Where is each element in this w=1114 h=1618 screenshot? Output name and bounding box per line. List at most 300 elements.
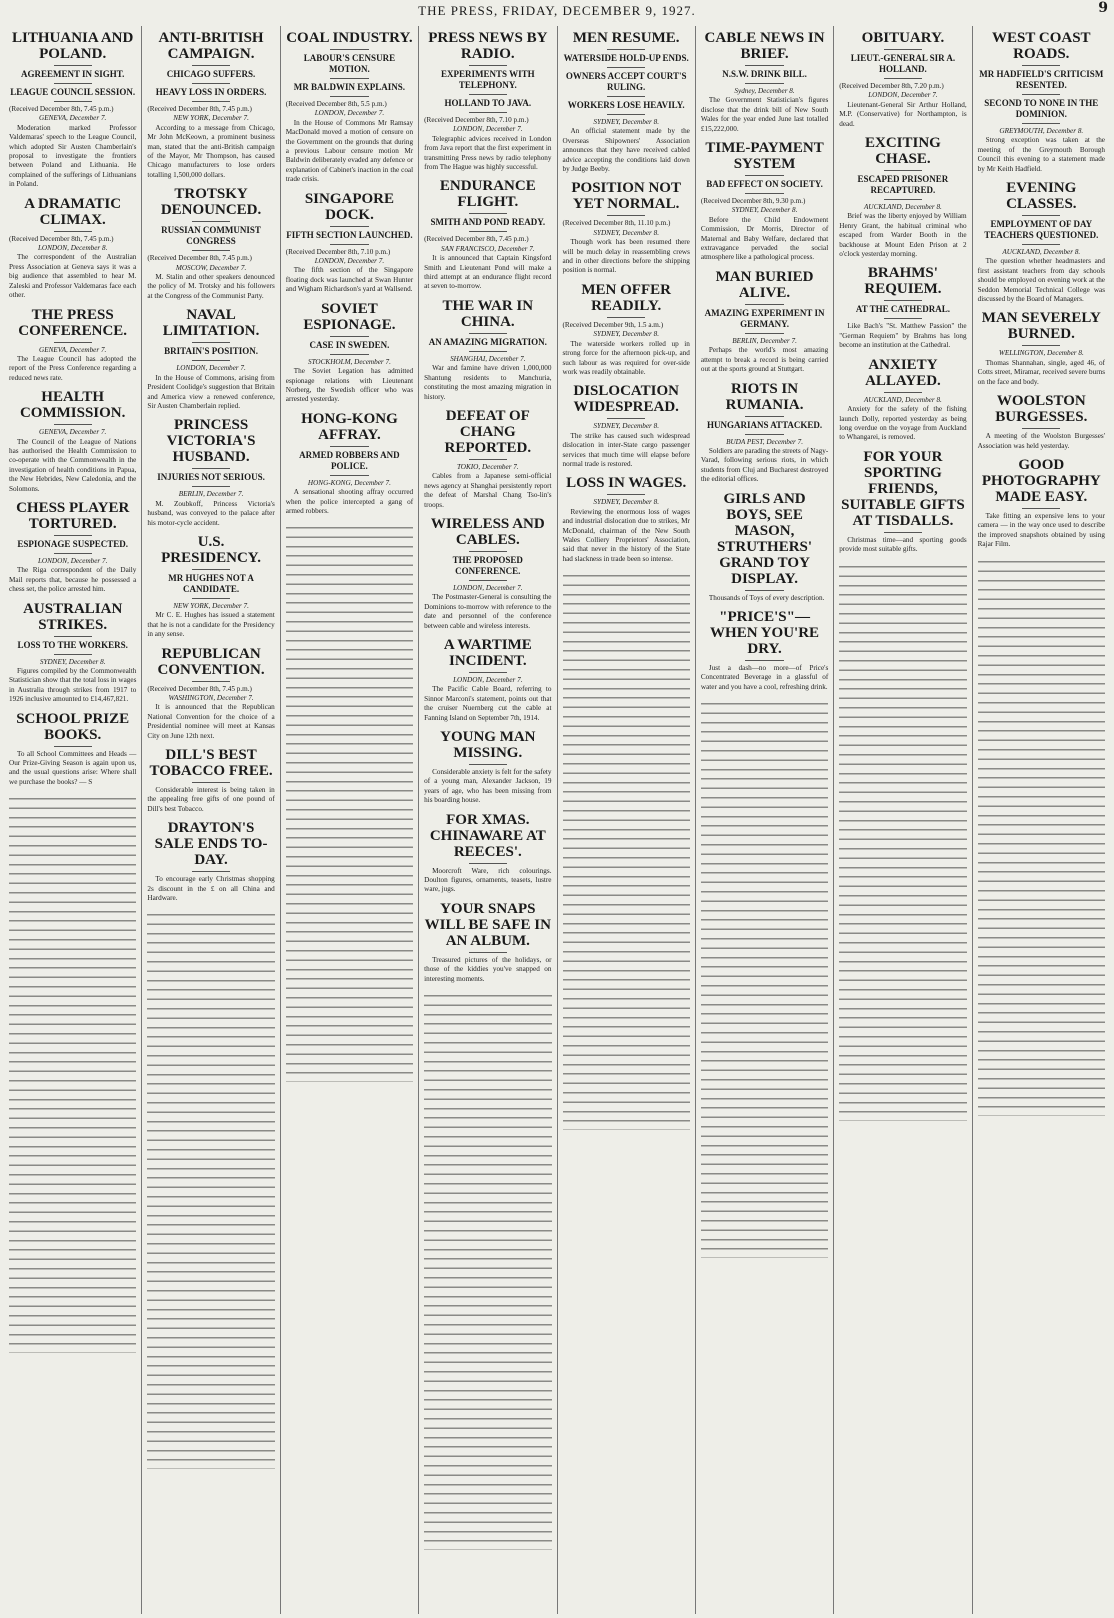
article-body: The correspondent of the Australian Press Association at Geneva says it was a big audience that assembled to hear M. Zaleski and Professor Valdemaras face each other. [9, 253, 137, 300]
divider-rule [330, 244, 368, 245]
headline: EXCITING CHASE. [865, 135, 941, 168]
divider-rule [192, 569, 230, 570]
divider-rule [1022, 345, 1060, 346]
article [147, 186, 274, 301]
article-body: To encourage early Christmas shopping 2s discount in the £ on all China and Hardware. [147, 875, 275, 903]
subheadline: FIFTH SECTION LAUNCHED. [286, 229, 413, 240]
received-line: (Received December 8th, 7.45 p.m.) [147, 254, 252, 263]
article-body: In the House of Commons Mr Ramsay MacDonald moved a motion of censure on the Government on the grounds that during a previous Labour censure motion Mr Baldwin deliberately evaded any defence or explanation of Cabinet's inaction in the coal trade crisis. [285, 118, 414, 184]
subheadline: RUSSIAN COMMUNIST CONGRESS [161, 225, 261, 247]
headline: OBITUARY. [861, 30, 945, 46]
divider-rule [607, 67, 645, 68]
article [9, 30, 136, 190]
subheadline: N.S.W. DRINK BILL. [722, 69, 807, 79]
subheadline: LABOUR'S CENSURE MOTION. [303, 53, 396, 74]
article [701, 609, 828, 692]
subheadline: ARMED ROBBERS AND POLICE. [299, 449, 400, 471]
headline: DEFEAT OF CHANG REPORTED. [444, 407, 532, 456]
dateline: SYDNEY, December 8. [593, 118, 659, 126]
received-line: (Received December 8th, 7.45 p.m.) [9, 105, 114, 113]
divider-rule [884, 532, 922, 533]
subheadline: AT THE CATHEDRAL. [855, 304, 950, 315]
article-body: The strike has caused such widespread dislocation in inter-State cargo passenger services that much time will elapse before normal trade is restored. [562, 431, 690, 468]
headline: POSITION NOT YET NORMAL. [571, 180, 681, 213]
divider-rule [745, 175, 783, 176]
divider-rule [192, 221, 230, 222]
article-body: Thousands of Toys of every description. [708, 593, 825, 602]
article [839, 449, 966, 555]
divider-rule [330, 354, 368, 355]
divider-rule [192, 871, 230, 872]
dateline: AUCKLAND, December 8. [864, 203, 942, 212]
headline: RIOTS IN RUMANIA. [725, 380, 804, 413]
divider-rule [330, 96, 368, 97]
article-body: Thomas Shannahan, single, aged 46, of Cotts street, Miramar, received severe burns on the face and body. [977, 358, 1105, 386]
divider-rule [469, 231, 507, 232]
dateline: STOCKHOLM, December 7. [307, 357, 391, 366]
article-body: The Council of the League of Nations has authorised the Health Commission to co-operate with the Commonwealth in the investigation of health conditions in Papua, the New Hebrides, New Caledonia, and the Solomons. [9, 437, 137, 493]
received-line: (Received December 8th, 7.20 p.m.) [839, 82, 944, 90]
headline: HONG-KONG AFFRAY. [301, 410, 398, 443]
dateline: LONDON, December 7. [37, 556, 108, 565]
headline: NAVAL LIMITATION. [162, 307, 260, 340]
divider-rule [884, 78, 922, 79]
received-line: (Received December 8th, 9.30 p.m.) [700, 197, 806, 206]
article-body: The fifth section of the Singapore floating dock was launched at Swan Hunter and Wigham Richardson's yard at Wallsend. [285, 266, 414, 294]
article [286, 411, 413, 517]
subheadline: ESPIONAGE SUSPECTED. [17, 538, 128, 549]
headline: ANXIETY ALLAYED. [865, 356, 941, 389]
page-number: 9 [1098, 0, 1108, 16]
headline: DISLOCATION WIDESPREAD. [573, 383, 679, 416]
article-body: War and famine have driven 1,000,000 Shantung residents to Manchuria, constituting the most amazing migration in history. [424, 364, 552, 401]
article [9, 500, 136, 595]
article-body: It is announced that Captain Kingsford Smith and Lieutenant Pond will make a third attempt at an endurance flight record at seven to-morrow. [424, 254, 552, 291]
divider-rule [54, 424, 92, 425]
article [563, 475, 690, 564]
column-text-continuation [9, 793, 136, 1353]
headline: DILL'S BEST TOBACCO FREE. [149, 747, 273, 779]
article [424, 408, 551, 510]
divider-rule [1022, 244, 1060, 245]
dateline: SYDNEY, December 8. [593, 228, 659, 237]
divider-rule [607, 49, 645, 50]
received-line: (Received December 8th, 7.10 p.m.) [285, 247, 391, 256]
dateline: LONDON, December 7. [453, 583, 523, 592]
headline: BRAHMS' REQUIEM. [864, 265, 942, 298]
article [701, 140, 828, 263]
divider-rule [884, 170, 922, 171]
divider-rule [192, 83, 230, 84]
article-body: The Pacific Cable Board, referring to Sinnor Marconi's statement, points out that the cruiser Nuernberg cut the cable at Fanning Island on September 7th, 1914. [424, 685, 552, 722]
article [839, 30, 966, 129]
article [9, 601, 136, 705]
divider-rule [54, 535, 92, 536]
received-line: (Received December 8th, 11.10 p.m.) [562, 219, 671, 228]
dateline: BERLIN, December 7. [732, 336, 797, 345]
dateline: NEW YORK, December 7. [173, 601, 249, 610]
divider-rule [330, 78, 368, 79]
divider-rule [745, 304, 783, 305]
dateline: SYDNEY, December 8. [593, 422, 659, 431]
dateline: GREYMOUTH, December 8. [999, 127, 1084, 135]
divider-rule [1022, 65, 1060, 66]
divider-rule [745, 333, 783, 334]
column [972, 26, 1110, 1614]
article-body: The Postmaster-General is consulting the Dominions to-morrow with reference to the date and personnel of the conference between cable and wireless interests. [424, 593, 552, 630]
received-line: (Received December 8th, 7.45 p.m.) [147, 684, 252, 693]
article [9, 307, 136, 384]
column-text-continuation [424, 990, 551, 1550]
dateline: LONDON, December 8. [37, 244, 108, 253]
headline: A DRAMATIC CLIMAX. [24, 195, 122, 228]
article-body: In the House of Commons, arising from President Coolidge's suggestion that Britain and America view a renewed conference, Sir Austen Chamberlain replied. [147, 373, 275, 410]
article [286, 191, 413, 295]
article-body: The Government Statistician's figures disclose that the drink bill of New South Wales for the year ended June last totalled £15,222,000. [700, 96, 829, 133]
divider-rule [469, 459, 507, 460]
subheadline: SECOND TO NONE IN THE DOMINION. [984, 98, 1099, 119]
article [424, 178, 551, 291]
divider-rule [330, 446, 368, 447]
divider-rule [469, 580, 507, 581]
article-body: Treasured pictures of the holidays, or those of the kiddies you've snapped on interesting moments. [424, 955, 552, 983]
headline: A WARTIME INCIDENT. [443, 636, 532, 669]
subheadline: OWNERS ACCEPT COURT'S RULING. [565, 71, 687, 92]
received-line: (Received December 8th, 7.45 p.m.) [424, 235, 529, 244]
divider-rule [607, 114, 645, 115]
headline: LOSS IN WAGES. [566, 475, 687, 492]
column-text-continuation [147, 909, 274, 1469]
headline: SINGAPORE DOCK. [304, 190, 395, 223]
article [286, 301, 413, 405]
article-body: Though work has been resumed there will be much delay in reassembling crews and in other directions before the shipping position is normal. [562, 238, 690, 275]
article-body: Considerable interest is being taken in the appealing free gifts of one pound of Dill's best Tobacco. [147, 786, 275, 813]
headline: ANTI-BRITISH CAMPAIGN. [158, 30, 264, 62]
article [147, 820, 274, 903]
article [424, 30, 551, 172]
article [147, 747, 274, 814]
divider-rule [1022, 428, 1060, 429]
subheadline: HOLLAND TO JAVA. [444, 98, 532, 108]
subheadline: SMITH AND POND READY. [430, 217, 546, 228]
divider-rule [54, 746, 92, 747]
dateline: NEW YORK, December 7. [173, 114, 249, 123]
received-line: (Received December 8th, 7.45 p.m.) [9, 234, 114, 243]
subheadline: EMPLOYMENT OF DAY TEACHERS QUESTIONED. [984, 219, 1099, 241]
column [557, 26, 695, 1614]
divider-rule [469, 94, 507, 95]
dateline: AUCKLAND, December 8. [1002, 248, 1081, 257]
dateline: AUCKLAND, December 8. [864, 395, 942, 404]
divider-rule [745, 434, 783, 435]
article-body: The waterside workers rolled up in strong force for the afternoon pick-up, and such labour as was required for over-side work was readily obtainable. [562, 339, 690, 376]
divider-rule [469, 952, 507, 953]
article-body: Lieutenant-General Sir Arthur Holland, M.P. (Conservative) for Northampton, is dead. [839, 100, 967, 128]
dateline: BERLIN, December 7. [178, 490, 244, 499]
headline: MAN BURIED ALIVE. [715, 268, 814, 301]
article [147, 534, 274, 640]
article-body: The League Council has adopted the report of the Press Conference regarding a reduced news rate. [9, 354, 137, 382]
subheadline: ESCAPED PRISONER RECAPTURED. [857, 174, 949, 196]
article [424, 901, 551, 984]
article-body: Reviewing the enormous loss of wages and industrial dislocation due to strikes, Mr McDonald, chairman of the New South Wales Colliery Proprietors' Association, said that never in the history of the State had slackness in trade been so intense. [562, 507, 690, 563]
subheadline: WATERSIDE HOLD-UP ENDS. [563, 53, 689, 63]
article [978, 180, 1105, 304]
column [141, 26, 279, 1614]
dateline: LONDON, December 7. [868, 91, 938, 100]
divider-rule [192, 65, 230, 66]
article [563, 282, 690, 377]
divider-rule [192, 681, 230, 682]
divider-rule [469, 863, 507, 864]
received-line: (Received December 8th, 7.45 p.m.) [147, 105, 252, 113]
divider-rule [54, 654, 92, 655]
dateline: SYDNEY, December 8. [593, 498, 659, 507]
divider-rule [1022, 215, 1060, 216]
subheadline: CHICAGO SUFFERS. [166, 69, 256, 79]
article-body: To all School Committees and Heads — Our Prize-Giving Season is again upon us, and the usual questions arise: Where shall we purchase the books? — S [9, 749, 137, 786]
article [424, 729, 551, 806]
divider-rule [469, 551, 507, 552]
headline: MAN SEVERELY BURNED. [981, 310, 1101, 343]
headline: COAL INDUSTRY. [286, 30, 413, 46]
subheadline: INJURIES NOT SERIOUS. [157, 472, 265, 483]
headline: AUSTRALIAN STRIKES. [23, 600, 123, 633]
headline: U.S. PRESIDENCY. [161, 533, 261, 566]
received-line: (Received December 9th, 1.5 a.m.) [562, 320, 664, 329]
article-body: A sensational shooting affray occurred when the police intercepted a gang of armed robbers. [285, 488, 414, 515]
subheadline: MR HADFIELD'S CRITICISM RESENTED. [979, 69, 1104, 90]
article-body: Considerable anxiety is felt for the safety of a young man, Alexander Jackson, 19 years of age, who has been missing from his boarding house. [424, 768, 552, 805]
divider-rule [469, 213, 507, 214]
dateline: LONDON, December 7. [314, 109, 385, 118]
headline: FOR XMAS. CHINAWARE AT REECES'. [429, 811, 546, 860]
article [424, 298, 551, 402]
article-body: Figures compiled by the Commonwealth Statistician show that the total loss in wages in Australia through strikes from 1917 to 1926 inclusive amounted to £14,467,821. [9, 667, 137, 704]
divider-rule [330, 475, 368, 476]
subheadline: BRITAIN'S POSITION. [164, 346, 258, 357]
article [9, 196, 136, 301]
article-body: Moderation marked Professor Valdemaras' speech to the League Council, which adopted Sir Austen Chamberlain's proposal to investigate the frontiers between Poland and Lithuania. He complained of the sufferings of Lithuanians in Poland. [9, 123, 137, 189]
divider-rule [745, 660, 783, 661]
article [9, 389, 136, 494]
dateline: SYDNEY, December 8. [731, 206, 798, 215]
headline: MEN RESUME. [572, 30, 680, 46]
column-text-continuation [563, 570, 690, 1130]
article-body: M. Zoubkoff, Princess Victoria's husband, was conveyed to the palace after his motor-cycle accident. [147, 499, 275, 527]
subheadline: CASE IN SWEDEN. [309, 339, 390, 350]
dateline: BUDA PEST, December 7. [726, 437, 804, 446]
divider-rule [745, 65, 783, 66]
article-body: Mr C. E. Hughes has issued a statement that he is not a candidate for the Presidency in any sense. [147, 611, 275, 639]
subheadline: MR BALDWIN EXPLAINS. [293, 82, 406, 92]
article-body: An official statement made by the Overseas Shipowners' Association announces that they have received cabled advice accepting the conditions laid down by Judge Beeby. [562, 127, 690, 174]
headline: ENDURANCE FLIGHT. [439, 178, 536, 211]
column [4, 26, 141, 1614]
headline: WOOLSTON BURGESSES. [995, 393, 1088, 426]
article [563, 180, 690, 275]
article-body: According to a message from Chicago, Mr John McKeown, a prominent business man, stated that the anti-British campaign of the Mayor, Mr Thompson, has caused Chicago manufacturers to lose orders totalling 1,500,000 dollars. [147, 123, 275, 179]
headline: YOUR SNAPS WILL BE SAFE IN AN ALBUM. [424, 900, 551, 949]
divider-rule [469, 351, 507, 352]
article [424, 516, 551, 631]
dateline: LONDON, December 7. [453, 675, 523, 684]
article [424, 637, 551, 723]
article [839, 135, 966, 259]
divider-rule [54, 231, 92, 232]
column [695, 26, 833, 1614]
subheadline: AGREEMENT IN SIGHT. [20, 69, 125, 79]
article-body: Take fitting an expensive lens to your camera — in the way once used to describe the improved snapshots obtained by using Rajar Film. [977, 511, 1105, 549]
headline: PRESS NEWS BY RADIO. [428, 30, 548, 62]
divider-rule [192, 101, 230, 102]
headline: EVENING CLASSES. [1006, 180, 1077, 213]
dateline: MOSCOW, December 7. [175, 263, 247, 272]
dateline: SYDNEY, December 8. [39, 657, 106, 666]
divider-rule [192, 468, 230, 469]
article [978, 30, 1105, 174]
column-text-continuation [839, 561, 966, 1121]
divider-rule [884, 318, 922, 319]
divider-rule [745, 193, 783, 194]
article-body: Moorcroft Ware, rich colourings. Doulton figures, ornaments, teasets, lustre ware, jugs. [424, 866, 552, 894]
column [418, 26, 556, 1614]
received-line: (Received December 8th, 5.5 p.m.) [285, 100, 387, 108]
headline: SCHOOL PRIZE BOOKS. [16, 710, 130, 743]
article-body: Like Bach's "St. Matthew Passion" the "German Requiem" by Brahms has long become an institution at the Cathedral. [839, 322, 967, 350]
article [839, 265, 966, 350]
received-line: (Received December 8th, 7.10 p.m.) [424, 116, 529, 124]
divider-rule [884, 300, 922, 301]
subheadline: BAD EFFECT ON SOCIETY. [706, 179, 823, 190]
article-body: Anxiety for the safety of the fishing launch Dolly, reported yesterday as being long overdue on the voyage from Auckland to Whangarei, is removed. [839, 405, 967, 442]
dateline: LONDON, December 7. [453, 125, 523, 134]
article [147, 307, 274, 411]
article-body: It is announced that the Republican National Convention for the choice of a Presidential nominee will meet at Kansas City on June 12th next. [147, 703, 275, 740]
subheadline: LEAGUE COUNCIL SESSION. [10, 87, 136, 97]
headline: YOUNG MAN MISSING. [440, 729, 536, 761]
dateline: GENEVA, December 7. [39, 428, 107, 437]
subheadline: EXPERIMENTS WITH TELEPHONY. [441, 69, 535, 90]
article-body: Before the Child Endowment Commission, Dr Morris, Director of Maternal and Baby Welfare, declared that extravagance pervaded the social atmosphere like a pathological process. [700, 215, 829, 262]
divider-rule [469, 764, 507, 765]
divider-rule [54, 101, 92, 102]
subheadline: WORKERS LOSE HEAVILY. [567, 100, 685, 110]
dateline: WELLINGTON, December 8. [998, 349, 1084, 358]
column-text-continuation [978, 556, 1105, 1116]
article [563, 383, 690, 469]
subheadline: MR HUGHES NOT A CANDIDATE. [168, 572, 254, 594]
article [701, 491, 828, 603]
divider-rule [469, 333, 507, 334]
article [424, 812, 551, 895]
article-body: Telegraphic advices received in London from Java report that the first experiment in transmitting Press news by radio telephony from The Hague was highly successful. [424, 134, 552, 172]
dateline: WASHINGTON, December 7. [168, 693, 254, 702]
article [286, 30, 413, 185]
article [563, 30, 690, 174]
subheadline: LOSS TO THE WORKERS. [17, 639, 128, 650]
headline: HEALTH COMMISSION. [19, 389, 126, 422]
divider-rule [1022, 123, 1060, 124]
divider-rule [330, 226, 368, 227]
divider-rule [192, 360, 230, 361]
masthead: THE PRESS, FRIDAY, DECEMBER 9, 1927. [418, 3, 696, 18]
headline: PRINCESS VICTORIA'S HUSBAND. [166, 417, 256, 466]
headline: LITHUANIA AND POLAND. [12, 30, 134, 62]
headline: CHESS PLAYER TORTURED. [16, 499, 130, 532]
subheadline: LIEUT.-GENERAL SIR A. HOLLAND. [850, 53, 956, 74]
dateline: GENEVA, December 7. [39, 114, 107, 123]
article-body: Cables from a Japanese semi-official news agency at Shanghai persistently report the defeat of Marshal Chang Tso-lin's troops. [424, 472, 552, 509]
article [978, 393, 1105, 451]
divider-rule [607, 317, 645, 318]
article [701, 30, 828, 134]
divider-rule [330, 336, 368, 337]
article [147, 30, 274, 180]
divider-rule [745, 590, 783, 591]
headline: WEST COAST ROADS. [992, 30, 1091, 62]
divider-rule [884, 392, 922, 393]
headline: GIRLS AND BOYS, SEE MASON, STRUTHERS' GRAND TOY DISPLAY. [717, 490, 813, 587]
headline: GOOD PHOTOGRAPHY MADE EASY. [981, 456, 1101, 505]
dateline: Sydney, December 8. [734, 87, 795, 95]
dateline: LONDON, December 7. [314, 257, 385, 266]
dateline: SYDNEY, December 8. [593, 330, 659, 339]
headline: DRAYTON'S SALE ENDS TO-DAY. [154, 820, 268, 869]
dateline: SHANGHAI, December 7. [450, 354, 526, 363]
article-body: Christmas time—and sporting goods provide most suitable gifts. [839, 535, 967, 554]
divider-rule [192, 250, 230, 251]
divider-rule [607, 418, 645, 419]
article [701, 269, 828, 375]
dateline: LONDON, December 7. [176, 364, 246, 373]
columns [4, 26, 1110, 1614]
headline: TIME-PAYMENT SYSTEM [705, 140, 824, 173]
article-body: The Riga correspondent of the Daily Mail reports that, because he possessed a chess set, the police arrested him. [9, 566, 137, 594]
column-text-continuation [701, 698, 828, 1258]
divider-rule [192, 342, 230, 343]
article [839, 357, 966, 443]
divider-rule [745, 416, 783, 417]
divider-rule [884, 199, 922, 200]
divider-rule [54, 553, 92, 554]
divider-rule [607, 215, 645, 216]
subheadline: HEAVY LOSS IN ORDERS. [155, 87, 267, 97]
headline: MEN OFFER READILY. [581, 281, 671, 314]
dateline: SAN FRANCISCO, December 7. [441, 244, 535, 253]
headline: CABLE NEWS IN BRIEF. [704, 30, 825, 62]
article-body: Brief was the liberty enjoyed by William Henry Grant, the habitual criminal who escaped from Warder Booth in the backhouse at Mount Eden Prison at 2 o'clock yesterday morning. [839, 212, 967, 259]
headline: THE WAR IN CHINA. [442, 297, 534, 330]
subheadline: AN AMAZING MIGRATION. [428, 336, 547, 347]
column [833, 26, 971, 1614]
article [978, 457, 1105, 550]
divider-rule [884, 49, 922, 50]
article-body: M. Stalin and other speakers denounced the policy of M. Trotsky and his followers at the Congress of the Communist Party. [147, 273, 275, 300]
divider-rule [1022, 508, 1060, 509]
divider-rule [192, 782, 230, 783]
article-body: Strong exception was taken at the meeting of the Greymouth Borough Council this evening to a statement made by Mr Keith Hadfield. [977, 136, 1105, 173]
headline: "PRICE'S"—WHEN YOU'RE DRY. [710, 608, 820, 657]
dateline: HONG-KONG, December 7. [307, 478, 391, 487]
divider-rule [54, 342, 92, 343]
subheadline: HUNGARIANS ATTACKED. [706, 419, 823, 430]
divider-rule [745, 83, 783, 84]
dateline: TOKIO, December 7. [456, 462, 519, 471]
headline: THE PRESS CONFERENCE. [18, 306, 128, 339]
article-body: Just a dash—no more—of Price's Concentrated Beverage in a glassful of water and you have a cool, refreshing drink. [700, 663, 829, 691]
article-body: Soldiers are parading the streets of Nagy-Varad, following serious riots, in which students from Cluj and Bucharest destroyed the editorial offices. [700, 446, 829, 484]
